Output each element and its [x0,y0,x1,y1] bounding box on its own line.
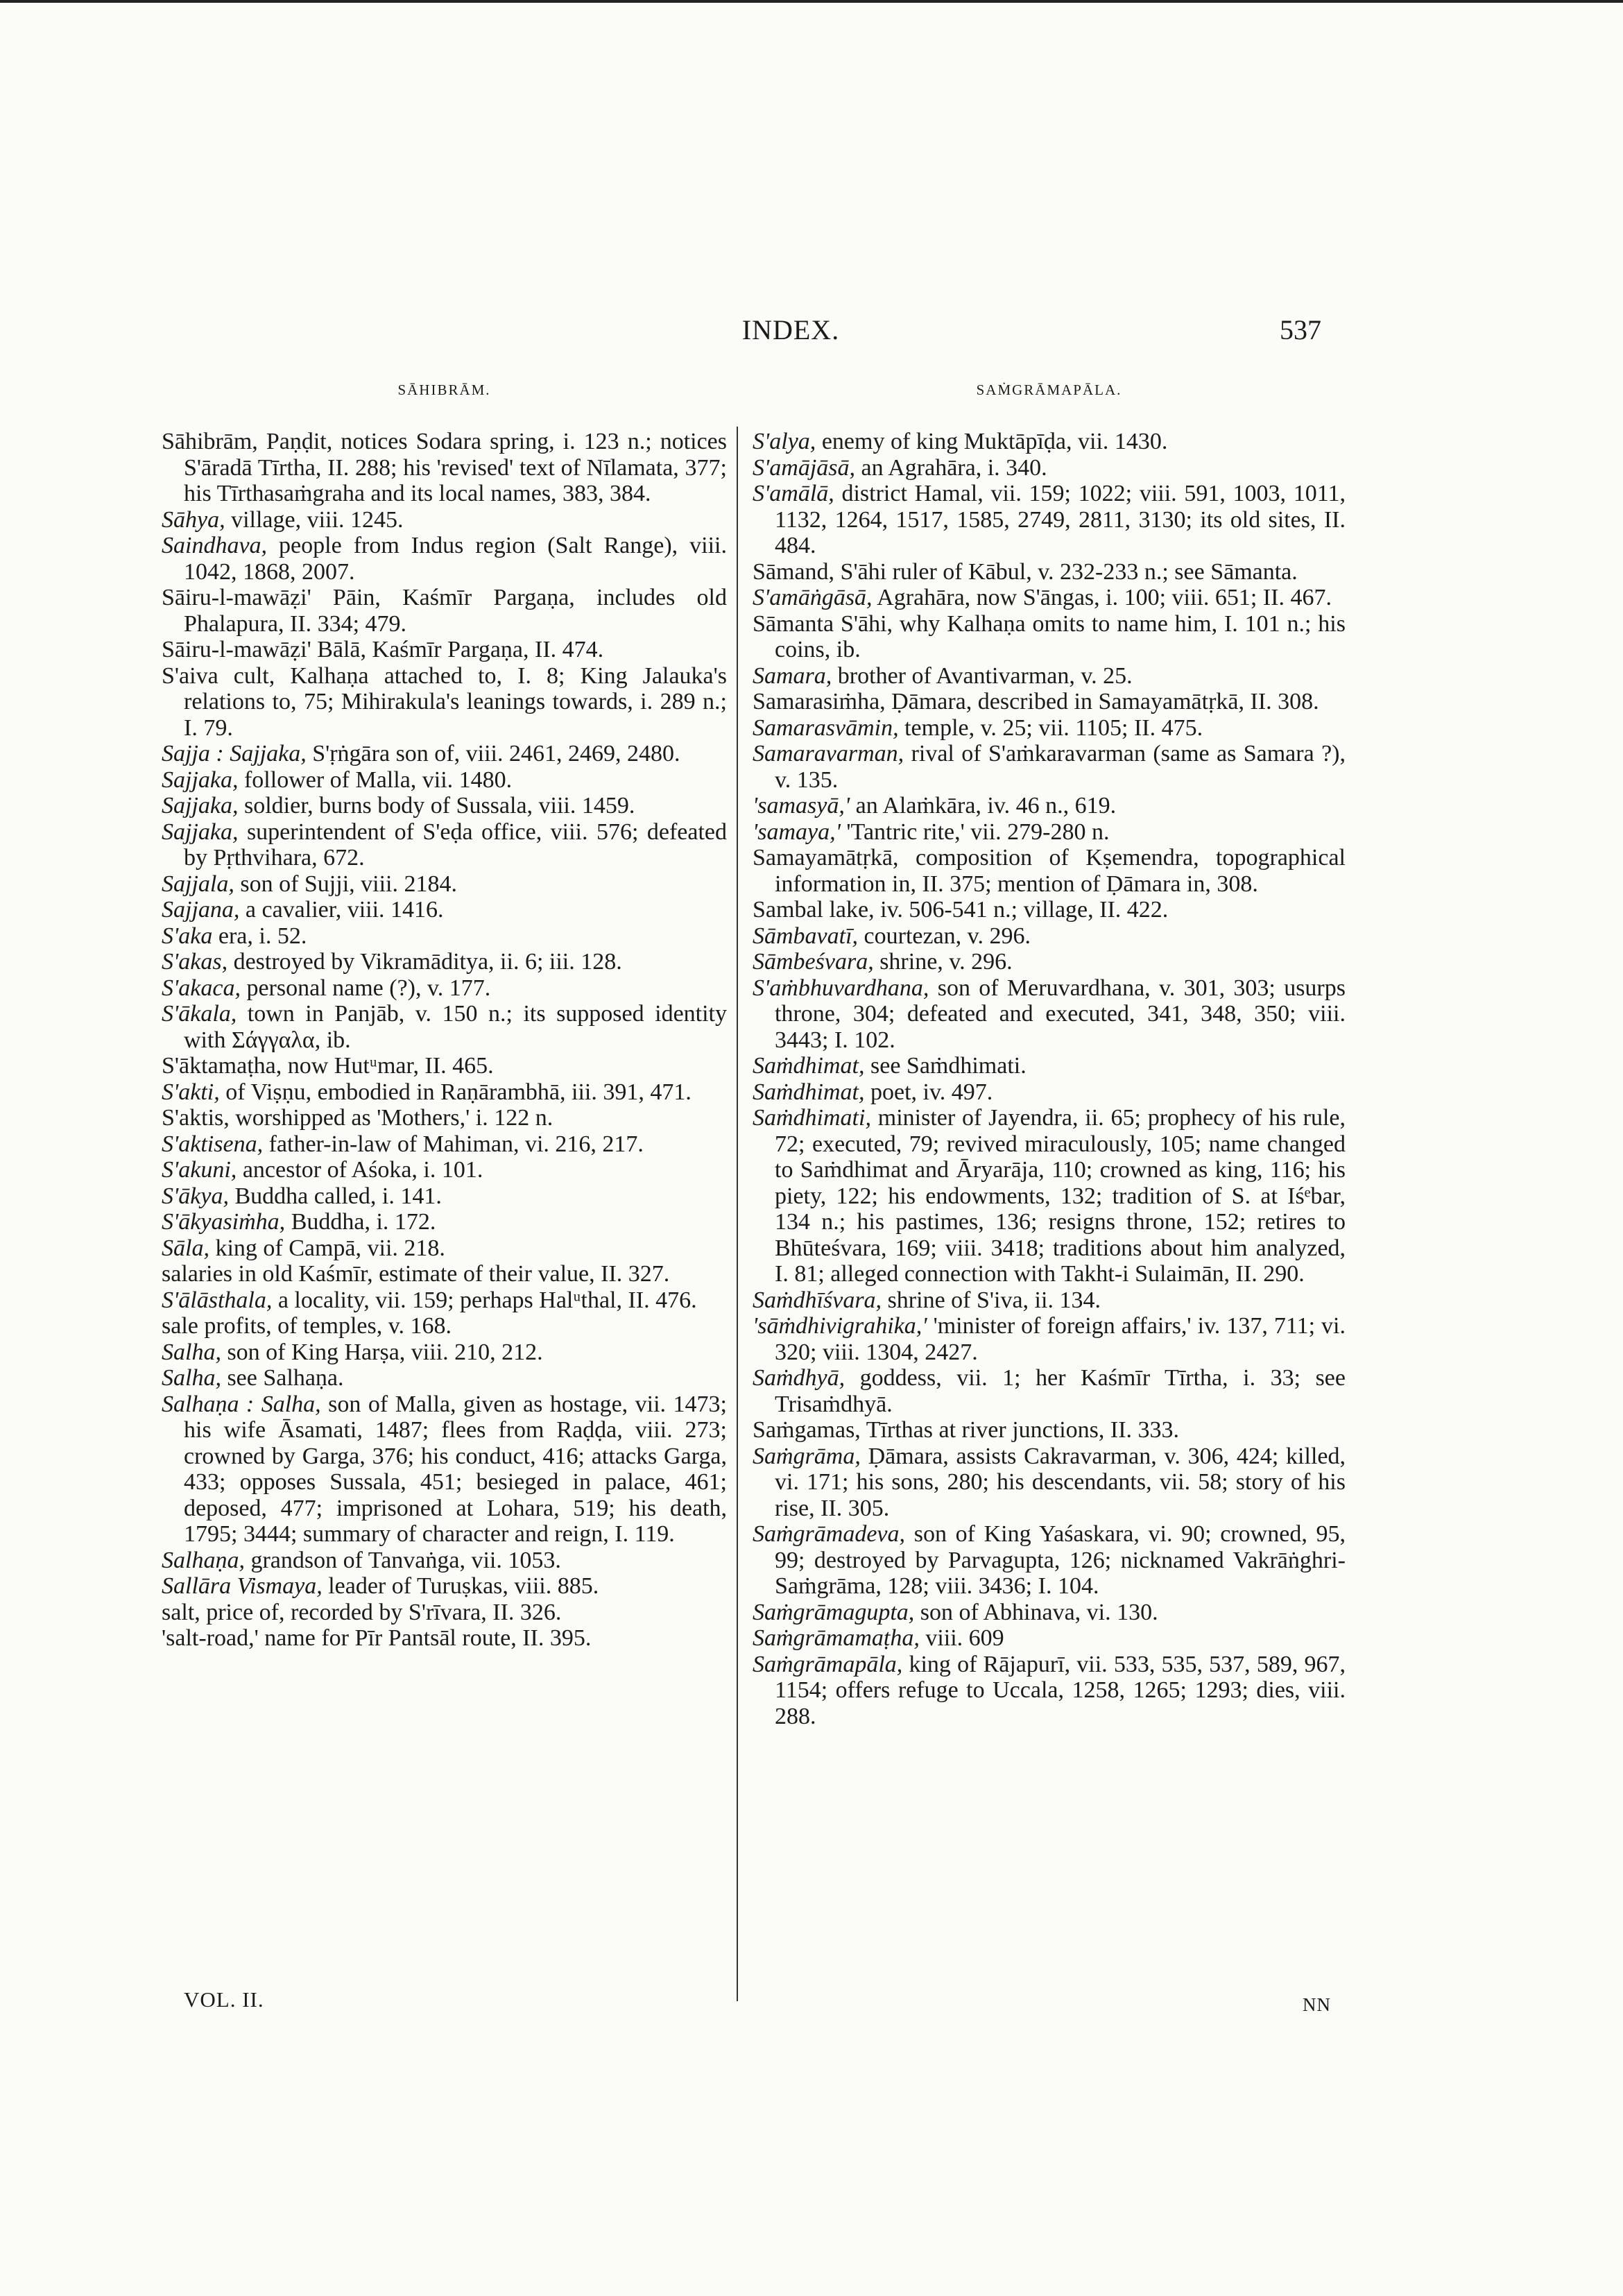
index-entry [753,1417,1346,1443]
index-references: of temples, v. 168. [271,1313,452,1339]
index-references: king of Campā, vii. 218. [209,1235,445,1261]
index-entry [753,923,1346,950]
index-references: era, i. 52. [212,923,307,949]
index-entry [753,429,1346,455]
right-column-head: SAṀGRĀMAPĀLA. [976,382,1122,398]
index-entry [162,585,727,637]
index-headword: Saṁgrāmagupta, [753,1599,915,1625]
index-references: composition of Kṣemendra, topographical information in, II. 375; mention of Ḍāmara in, 308. [775,845,1346,897]
signature-mark: NN [1303,1994,1331,2015]
index-references: son of Meruvardhana, v. 301, 303; usurps throne, 304; defeated and executed, 341, 348, 350; viii. 3443; I. 102. [775,975,1346,1053]
index-entry [162,429,727,507]
index-entry [162,1287,727,1314]
index-headword: Sajjala, [162,871,234,897]
index-headword: S'amājāsā, [753,454,856,481]
index-headword: Salha, [162,1339,221,1365]
page-number: 537 [1280,314,1321,345]
index-headword: Sajjaka, [162,819,239,845]
index-references: enemy of king Muktāpīḍa, vii. 1430. [816,429,1168,454]
index-headword: Samarasiṁha, [753,689,886,714]
index-references: follower of Malla, vii. 1480. [238,766,513,793]
column-divider [737,427,738,2001]
index-headword: Salhaṇa, [162,1547,245,1573]
index-headword: Saṁdhimati, [753,1105,871,1131]
index-references: king of Rājapurī, vii. 533, 535, 537, 589, 967, 1154; offers refuge to Uccala, 1258, 1265; 1293; dies, viii. 288. [775,1651,1346,1729]
index-references: in old Kaśmīr, estimate of their value, II. 327. [232,1261,670,1287]
index-references: courtezan, v. 296. [858,923,1031,949]
volume-footer: VOL. II. [184,1987,264,2012]
index-references: a locality, vii. 159; perhaps Halᵘthal, II. 476. [272,1287,697,1313]
index-references: grandson of Tanvaṅga, vii. 1053. [244,1547,561,1573]
index-entry [753,819,1346,846]
index-references: shrine, v. 296. [873,949,1013,975]
index-headword: Sāiru-l-mawāẓi' Pāin, [162,585,381,610]
index-headword: salaries [162,1261,232,1287]
index-headword: Saṁgrāmadeva, [753,1521,906,1547]
index-headword: S'amālā, [753,481,834,506]
index-entry [753,1521,1346,1600]
index-references: now Hutᵘmar, II. 465. [282,1053,494,1079]
index-headword: Salha, [162,1365,221,1391]
index-entry [753,897,1346,923]
index-entry [753,1105,1346,1287]
index-references: superintendent of S'eḍa office, viii. 576; defeated by Pṛthvihara, 672. [184,819,727,871]
index-headword: S'āktamaṭha, [162,1053,282,1079]
index-references: Agrahāra, now S'āngas, i. 100; viii. 651; II. 467. [872,585,1332,610]
index-references: son of Malla, given as hostage, vii. 1473; his wife Āsamati, 1487; flees from Raḍḍa, viii. 273; crowned by Garga, 376; his conduct, 416; attacks Garga, 433; opposes Sussala, 451; besieged in palace, 461; deposed, 477; imprisoned at Lohara, 519; his death, 1795; 3444; summary of character and reign, I. 119. [184,1391,727,1547]
index-headword: salt, [162,1599,200,1625]
index-headword: S'aka [162,923,213,949]
index-entry [162,741,727,767]
index-headword: Saṁdhīśvara, [753,1287,882,1313]
index-entry [162,1313,727,1339]
index-references: village, viii. 1245. [225,506,404,533]
index-references: people from Indus region (Salt Range), viii. 1042, 1868, 2007. [184,533,727,585]
index-headword: S'akuni, [162,1157,237,1183]
index-headword: 'samasyā,' [753,793,850,819]
index-references: son of Sujji, viii. 2184. [234,871,457,897]
index-entry [753,663,1346,689]
index-headword: S'ālāsthala, [162,1287,273,1313]
index-references: an Agrahāra, i. 340. [855,454,1047,481]
index-headword: Sāhibrām, [162,429,258,454]
index-entry [753,845,1346,897]
index-entry [753,793,1346,819]
index-references: goddess, vii. 1; her Kaśmīr Tīrtha, i. 33; see Trisaṁdhyā. [775,1365,1346,1417]
index-headword: S'amāṅgāsā, [753,585,873,610]
index-references: Buddha, i. 172. [285,1209,436,1235]
index-entry [162,663,727,742]
left-column-head: SĀHIBRĀM. [397,382,491,398]
index-headword: 'sāṁdhivigrahika,' [753,1313,927,1339]
index-entry [162,1235,727,1262]
index-references: poet, iv. 497. [864,1079,993,1105]
index-headword: S'akaca, [162,975,241,1001]
index-references: town in Panjāb, v. 150 n.; its supposed identity with Σάγγαλα, ib. [184,1001,727,1053]
index-entry [753,689,1346,715]
index-entry [162,871,727,898]
index-references: 'Tantric rite,' vii. 279-280 n. [840,819,1110,845]
index-references: name for Pīr Pantsāl route, II. 395. [258,1625,592,1651]
index-entry [753,585,1346,611]
index-entry [753,1652,1346,1730]
index-references: ancestor of Aśoka, i. 101. [237,1157,483,1183]
index-headword: Sajjana, [162,897,240,923]
index-headword: S'aktis, [162,1105,230,1131]
index-entry [753,715,1346,742]
index-headword: Sāmand, [753,558,835,585]
index-references: see Saṁdhimati. [864,1053,1027,1079]
index-headword: sale profits, [162,1313,272,1339]
index-references: Paṇḍit, notices Sodara spring, i. 123 n.; notices S'āradā Tīrtha, II. 288; his 'revised' text of Nīlamata, 377; his Tīrthasaṁgraha and its local names, 383, 384. [184,429,727,506]
index-entry [162,533,727,585]
index-entry [162,1625,727,1652]
index-references: rival of S'aṁkaravarman (same as Samara ?), v. 135. [775,741,1346,793]
index-headword: Saṁgrāmapāla, [753,1651,903,1677]
index-headword: Sallāra Vismaya, [162,1573,323,1599]
index-references: 'minister of foreign affairs,' iv. 137, 711; vi. 320; viii. 1304, 2427. [775,1313,1346,1365]
index-entry [162,1105,727,1131]
index-references: see Salhaṇa. [221,1365,344,1391]
index-headword: S'ākyasiṁha, [162,1209,286,1235]
index-headword: S'aiva cult, [162,662,275,689]
index-references: personal name (?), v. 177. [240,975,491,1001]
index-entry [753,611,1346,663]
index-entry [162,1157,727,1183]
index-references: brother of Avantivarman, v. 25. [832,662,1133,689]
index-headword: Samara, [753,662,832,689]
index-references: Kaśmīr Pargaṇa, includes old Phalapura, II. 334; 479. [184,585,727,637]
index-references: destroyed by Vikramāditya, ii. 6; iii. 128. [227,949,622,975]
index-entry [162,897,727,923]
index-entry [162,1131,727,1158]
index-references: son of King Yaśaskara, vi. 90; crowned, 95, 99; destroyed by Parvagupta, 126; nicknamed Vakrāṅghri-Saṁgrāma, 128; viii. 3436; I. 104. [775,1521,1346,1599]
index-references: of Viṣṇu, embodied in Raṇārambhā, iii. 391, 471. [219,1079,692,1105]
index-headword: Sāla, [162,1235,209,1261]
index-entry [753,1287,1346,1314]
index-entry [753,455,1346,481]
index-references: Buddha called, i. 141. [228,1183,442,1209]
index-entry [753,1443,1346,1522]
index-references: Kaśmīr Pargaṇa, II. 474. [366,637,604,662]
index-headword: Sajjaka, [162,793,239,819]
index-entry [753,1625,1346,1652]
index-entry [162,1391,727,1548]
index-entry [162,1209,727,1235]
index-headword: Sajja : Sajjaka, [162,741,307,766]
index-headword: Samarasvāmin, [753,714,899,741]
index-entry [753,481,1346,559]
index-references: S'ṛṅgāra son of, viii. 2461, 2469, 2480. [306,741,680,766]
index-entry [162,1339,727,1366]
index-headword: Saṁdhimat, [753,1053,865,1079]
index-references: an Alaṁkāra, iv. 46 n., 619. [850,793,1117,819]
index-headword: Sāmbavatī, [753,923,859,949]
index-references: a cavalier, viii. 1416. [239,897,444,923]
index-headword: Saṁgamas, [753,1417,861,1443]
index-entry [162,1183,727,1210]
index-headword: S'alya, [753,429,816,454]
index-headword: Saṁgrāmamaṭha, [753,1625,920,1651]
index-headword: Sāhya, [162,506,225,533]
index-entry [162,923,727,950]
index-entry [162,793,727,819]
index-headword: S'akti, [162,1079,220,1105]
index-headword: Sajjaka, [162,766,239,793]
index-entry [162,767,727,794]
index-headword: Samayamātṛkā, [753,845,899,871]
index-entry [162,1001,727,1053]
index-headword: Sāiru-l-mawāẓi' Bālā, [162,637,367,662]
index-references: soldier, burns body of Sussala, viii. 1459. [238,793,635,819]
right-index-column [753,429,1346,1729]
index-entry [162,819,727,871]
index-headword: Saṁdhyā, [753,1365,845,1391]
index-references: why Kalhaṇa omits to name him, I. 101 n.; his coins, ib. [775,610,1346,662]
index-headword: S'ākya, [162,1183,229,1209]
index-headword: Saindhava, [162,533,268,558]
index-references: son of Abhinava, vi. 130. [914,1599,1158,1625]
index-references: Ḍāmara, assists Cakravarman, v. 306, 424; killed, vi. 171; his sons, 280; his descendants, vii. 58; story of his rise, II. 305. [775,1443,1346,1521]
index-headword: Sambal lake, [753,897,875,923]
index-references: district Hamal, vii. 159; 1022; viii. 591, 1003, 1011, 1132, 1264, 1517, 1585, 2749, 2811, 3130; its old sites, II. 484. [775,481,1346,558]
index-references: price of, recorded by S'rīvara, II. 326. [200,1599,562,1625]
index-headword: S'aṁbhuvardhana, [753,975,929,1001]
index-entry [162,1548,727,1574]
index-references: iv. 506-541 n.; village, II. 422. [874,897,1169,923]
index-entry [162,1053,727,1079]
index-entry [753,1079,1346,1106]
index-references: leader of Turuṣkas, viii. 885. [322,1573,599,1599]
index-entry [162,1573,727,1600]
index-headword: Sāmanta S'āhi, [753,610,893,637]
index-entry [753,741,1346,793]
index-entry [162,1079,727,1106]
index-headword: S'ākala, [162,1001,237,1027]
index-entry [753,1313,1346,1365]
index-references: Tīrthas at river junctions, II. 333. [860,1417,1180,1443]
index-references: son of King Harṣa, viii. 210, 212. [221,1339,543,1365]
index-entry [753,975,1346,1054]
index-headword: Saṁdhimat, [753,1079,865,1105]
index-references: father-in-law of Mahiman, vi. 216, 217. [263,1131,644,1157]
index-entry [162,1600,727,1626]
index-entry [162,637,727,663]
index-headword: Salhaṇa : Salha, [162,1391,321,1417]
index-entry [162,1365,727,1391]
index-references: worshipped as 'Mothers,' i. 122 n. [229,1105,553,1131]
page-top-rule [0,0,1623,3]
index-references: minister of Jayendra, ii. 65; prophecy of his rule, 72; executed, 79; revived miraculously, 105; name changed to Saṁdhimat and Āryarāja, 110; crowned as king, 116; his piety, 122; his endowments, 132; tradition of S. at Iśᵉbar, 134 n.; his pastimes, 136; resigns throne, 152; retires to Bhūteśvara, 169; viii. 3418; traditions about him analyzed, I. 81; alleged connection with Takht-i Sulaimān, II. 290. [775,1105,1346,1287]
index-entry [162,975,727,1002]
index-headword: Saṁgrāma, [753,1443,861,1469]
index-headword: Samaravarman, [753,741,904,766]
index-entry [753,1053,1346,1079]
index-references: shrine of S'iva, ii. 134. [882,1287,1101,1313]
left-index-column [162,429,727,1652]
index-entry [753,1600,1346,1626]
index-headword: 'salt-road,' [162,1625,259,1651]
index-references: Kalhaṇa attached to, I. 8; King Jalauka's relations to, 75; Mihirakula's leanings towards, i. 289 n.; I. 79. [184,662,727,741]
index-entry [753,949,1346,975]
index-headword: S'aktisena, [162,1131,264,1157]
page-title: INDEX. [741,314,840,345]
index-references: S'āhi ruler of Kābul, v. 232-233 n.; see Sāmanta. [834,558,1298,585]
index-references: Ḍāmara, described in Samayamātṛkā, II. 308. [885,689,1319,714]
index-entry [753,559,1346,585]
index-entry [753,1365,1346,1417]
index-headword: Sāmbeśvara, [753,949,874,975]
index-entry [162,949,727,975]
index-headword: S'akas, [162,949,228,975]
index-entry [162,507,727,533]
index-entry [162,1261,727,1287]
index-references: temple, v. 25; vii. 1105; II. 475. [898,714,1203,741]
index-headword: 'samaya,' [753,819,841,845]
index-references: viii. 609 [919,1625,1004,1651]
